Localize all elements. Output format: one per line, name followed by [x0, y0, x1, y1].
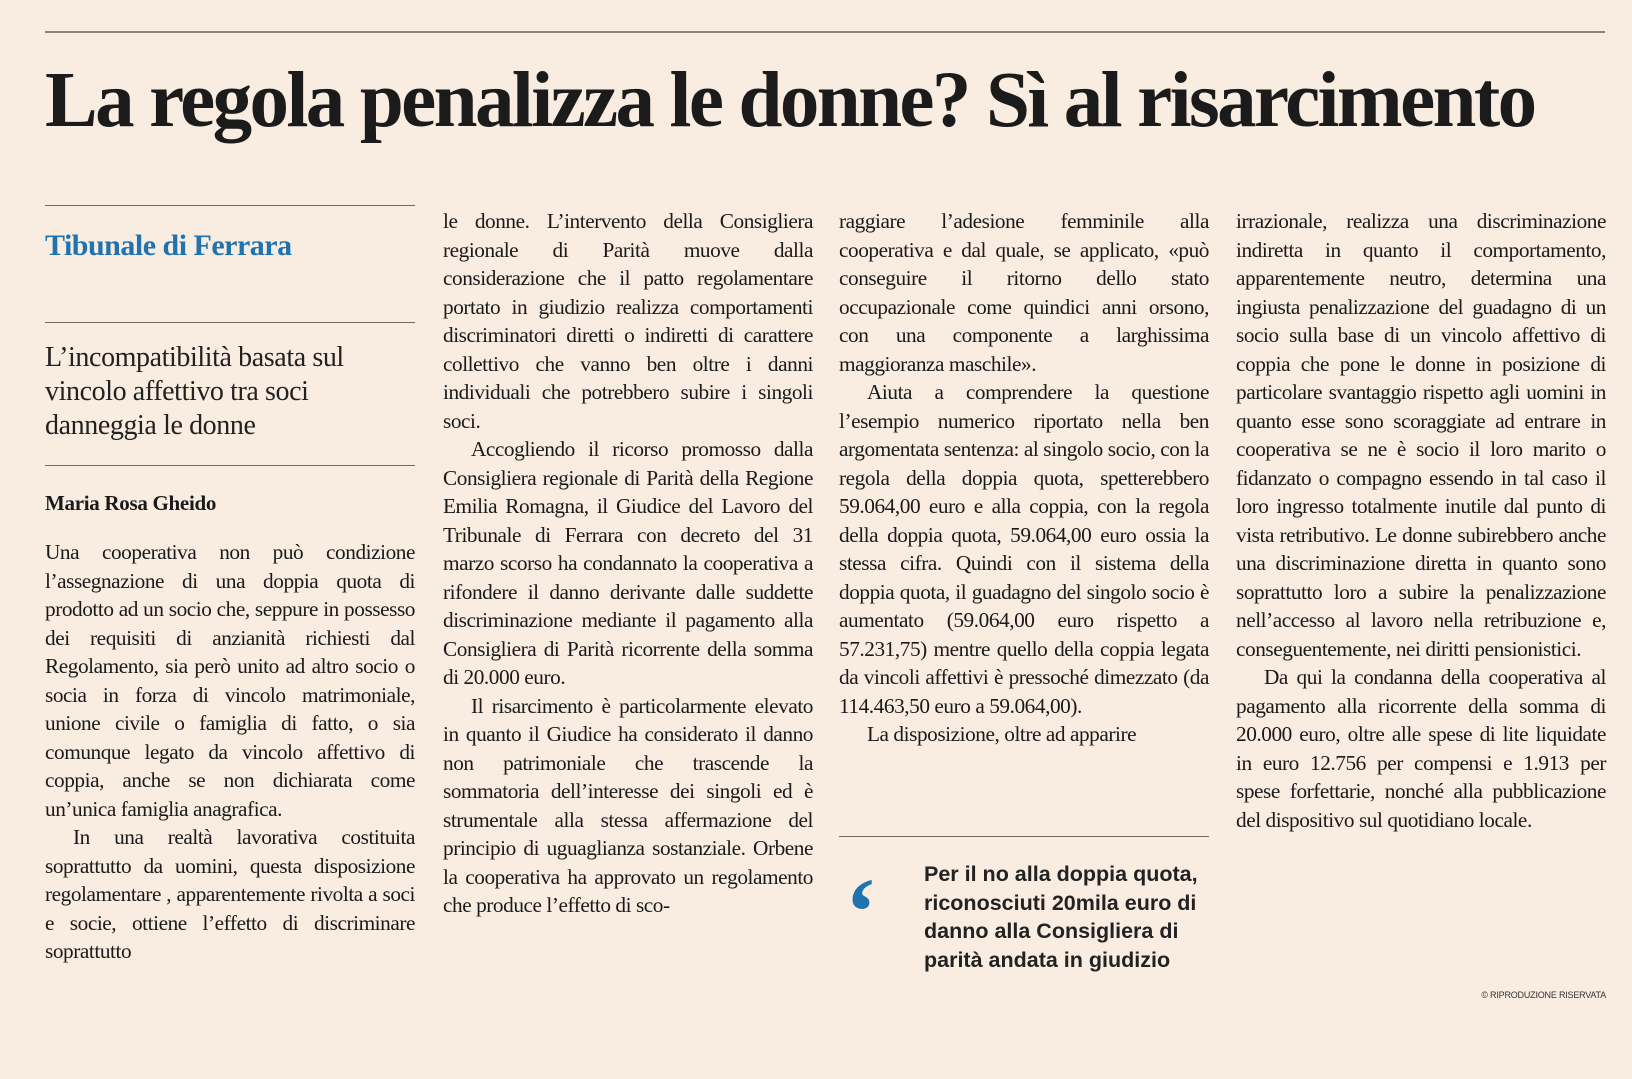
- author-byline: Maria Rosa Gheido: [45, 491, 217, 515]
- paragraph: Accogliendo il ricorso promosso dalla Consigliera regionale di Parità della Regione Emilia Romagna, il Giudice del Lavoro del Tribunale di Ferrara con decreto del 31 marzo scorso ha condannato la cooperativa a rifondere il danno derivante dalle suddette discriminazione mediante il pagamento alla Consigliera di Parità ricorrente della somma di 20.000 euro.: [443, 437, 813, 689]
- paragraph: irrazionale, realizza una discriminazione indiretta in quanto il comportamento, apparentemente neutro, determina una ingiusta penalizzazione del guadagno di un socio sulla base di un vincolo affettivo di coppia che pone le donne in posizione di particolare svantaggio rispetto agli uomini in quanto esse sono scoraggiate ad entrare in cooperativa se ne è socio il loro marito o fidanzato o compagno essendo in tal caso il loro ingresso totalmente inutile dal punto di vista retributivo. Le donne subirebbero anche una discriminazione diretta in quanto sono soprattutto loro a subire la penalizzazione nell’accesso al lavoro nella retribuzione e, conseguentemente, nei diritti pensionistici.: [1236, 209, 1606, 661]
- paragraph: Una cooperativa non può condizione l’assegnazione di una doppia quota di prodotto ad un socio che, seppure in possesso dei requisiti di anzianità richiesti dal Regolamento, sia però unito ad altro socio o socia in forza di vincolo matrimoniale, unione civile o famiglia di fatto, o sia comunque legato da vincolo affettivo di coppia, anche se non dichiarata come un’unica famiglia anagrafica.: [45, 540, 415, 821]
- paragraph: raggiare l’adesione femminile alla cooperativa e dal quale, se applicato, «può conseguire il ritorno dello stato occupazionale come quindici anni orsono, con una componente a larghissima maggioranza maschile».: [839, 209, 1209, 376]
- section-rule: [45, 205, 415, 206]
- column-4: [1236, 207, 1606, 834]
- section-rule: [45, 322, 415, 323]
- top-rule: [45, 31, 1605, 33]
- column-3: [839, 207, 1209, 749]
- copyright-notice: © RIPRODUZIONE RISERVATA: [1481, 990, 1606, 1000]
- paragraph: La disposizione, oltre ad apparire: [867, 722, 1137, 746]
- section-rule: [45, 465, 415, 466]
- column-2: [443, 207, 813, 920]
- article-body: [45, 538, 415, 966]
- pull-quote: [839, 836, 1209, 972]
- pull-quote-rule: [839, 836, 1209, 837]
- section-kicker: Tibunale di Ferrara: [45, 229, 292, 262]
- paragraph: Da qui la condanna della cooperativa al pagamento alla ricorrente della somma di 20.000 euro, oltre alle spese di lite liquidate in euro 12.756 per compensi e 1.913 per spese forfettarie, nonché alla pubblicazione del dispositivo sul quotidiano locale.: [1236, 665, 1606, 832]
- paragraph: le donne. L’intervento della Consigliera regionale di Parità muove dalla considerazione che il patto regolamentare portato in giudizio realizza comportamenti discriminatori diretti o indiretti di carattere collettivo che vanno ben oltre i danni individuali che potrebbero subire i singoli soci.: [443, 209, 813, 433]
- headline: La regola penalizza le donne? Sì al risarcimento: [45, 57, 1535, 144]
- paragraph: In una realtà lavorativa costituita soprattutto da uomini, questa disposizione regolamentare , apparentemente rivolta a soci e socie, ottiene l’effetto di discriminare soprattutto: [45, 825, 415, 963]
- quote-mark-icon: ‘: [845, 858, 877, 965]
- pull-quote-text: Per il no alla doppia quota, riconosciuti 20mila euro di danno alla Consigliera di parità andata in giudizio: [924, 862, 1198, 972]
- paragraph: Il risarcimento è particolarmente elevato in quanto il Giudice ha considerato il danno non patrimoniale che trascende la sommatoria dell’interesse dei singoli ed è strumentale alla stessa affermazione del principio di uguaglianza sostanziale. Orbene la cooperativa ha approvato un regolamento che produce l’effetto di sco-: [443, 693, 813, 917]
- paragraph: Aiuta a comprendere la questione l’esempio numerico riportato nella ben argomentata sentenza: al singolo socio, con la regola della doppia quota, spetterebbero 59.064,00 euro e alla coppia, con la regola della doppia quota, 59.064,00 euro ossia la stessa cifra. Quindi con il sistema della doppia quota, il guadagno del singolo socio è aumentato (59.064,00 euro rispetto a 57.231,75) mentre quello della coppia legata da vincoli affettivi è pressoché dimezzato (da 114.463,50 euro a 59.064,00).: [839, 380, 1209, 718]
- column-1: [45, 205, 415, 966]
- subheadline: L’incompatibilità basata sul vincolo affettivo tra soci danneggia le donne: [45, 342, 344, 441]
